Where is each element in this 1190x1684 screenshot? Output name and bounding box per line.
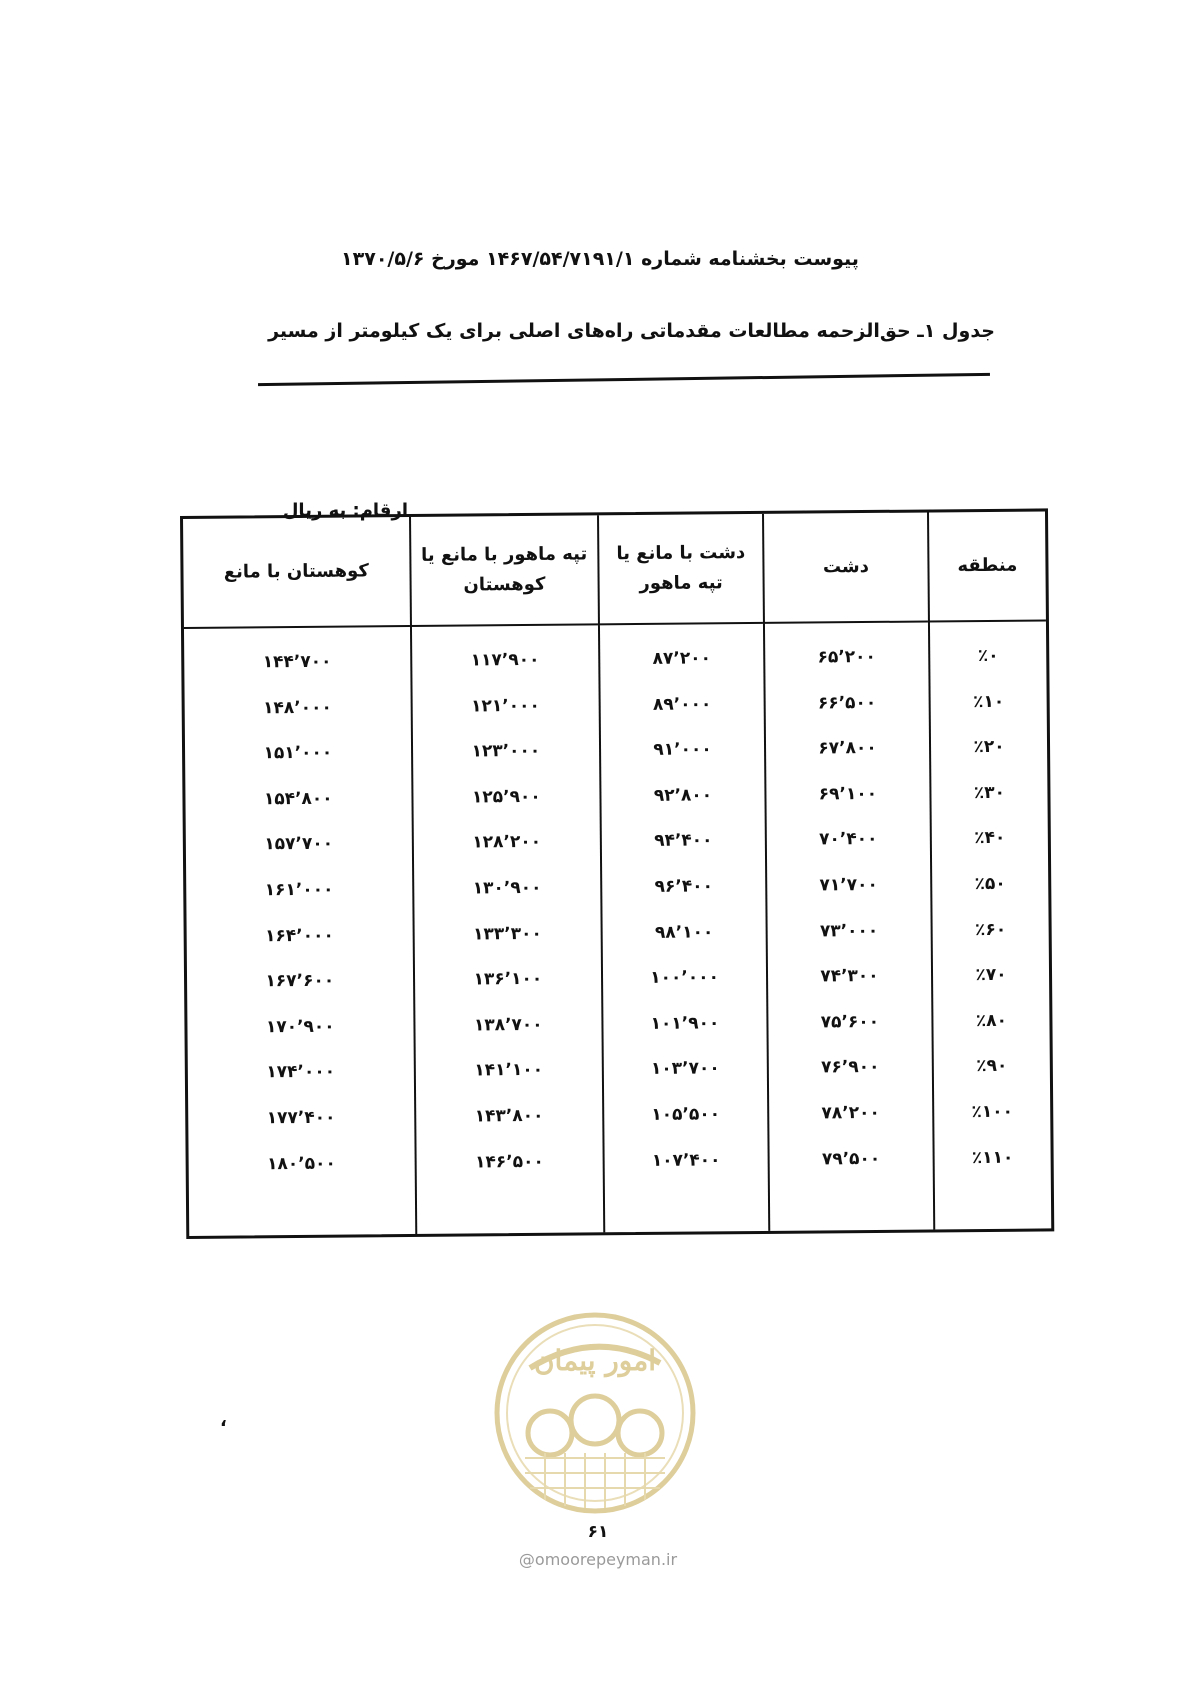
column-header-plain: دشت (763, 512, 929, 622)
svg-text:امور پیمان: امور پیمان (533, 1344, 657, 1377)
table-cell: ۱۵۱٬۰۰۰ (263, 742, 333, 764)
table-cell: ٪۹۰ (976, 1056, 1008, 1077)
table-cell: ۷۹٬۵۰۰ (821, 1148, 881, 1169)
table-cell: ۹۲٬۸۰۰ (653, 785, 713, 806)
table-cell: ۹۴٬۴۰۰ (654, 830, 713, 852)
region-percent-column (929, 620, 1051, 1229)
mountain-obstacle-fee-column (184, 626, 416, 1236)
column-header-hills-obstacle: تپه ماهور با مانع یا کوهستان (410, 515, 599, 626)
column-header-mountain-obstacle: کوهستان با مانع (183, 517, 411, 628)
table-cell: ٪۳۰ (973, 782, 1006, 803)
table-cell: ۱۶۷٬۶۰۰ (265, 970, 335, 992)
site-watermark: @omoorepeyman.ir (518, 1550, 678, 1569)
table-cell: ٪۰ (977, 645, 999, 667)
table-cell: ۱۴۳٬۸۰۰ (474, 1105, 544, 1127)
table-cell: ٪۱۰۰ (971, 1101, 1014, 1123)
table-cell: ۷۳٬۰۰۰ (819, 920, 879, 941)
table-cell: ٪۸۰ (975, 1010, 1008, 1031)
title-underline (258, 373, 990, 386)
table-cell: ۱۶۱٬۰۰۰ (264, 879, 334, 901)
units-label: ارقام: به ریال (282, 500, 408, 521)
table-title: جدول ۱ـ حق‌الزحمه مطالعات مقدماتی راه‌های اصلی برای یک کیلومتر از مسیر (268, 320, 995, 342)
fee-table (183, 511, 1051, 1235)
table-cell: ۹۸٬۱۰۰ (654, 921, 714, 943)
table-cell: ۱۳۰٬۹۰۰ (472, 877, 542, 899)
column-header-plain-obstacle: دشت با مانع یا تپه ماهور (598, 514, 764, 624)
table-cell: ٪۷۰ (975, 964, 1007, 986)
table-cell: ٪۵۰ (974, 873, 1006, 895)
table-cell: ۱۴۸٬۰۰۰ (263, 697, 332, 718)
table-cell: ٪۶۰ (974, 919, 1007, 940)
attachment-reference-line: پیوست بخشنامه شماره ۱۴۶۷/۵۴/۷۱۹۱/۱ مورخ ۱۳۷۰/۵/۶ (341, 248, 859, 270)
table-cell: ۶۹٬۱۰۰ (818, 783, 878, 805)
table-cell: ۱۶۴٬۰۰۰ (265, 925, 334, 946)
column-header-region: منطقه (928, 511, 1046, 621)
fee-table-frame (180, 508, 1054, 1239)
plain-obstacle-fee-column (599, 623, 769, 1232)
table-cell: ٪۱۱۰ (971, 1147, 1014, 1168)
plain-fee-column (764, 621, 934, 1230)
table-cell: ۸۷٬۲۰۰ (652, 648, 712, 669)
table-cell: ۱۰۵٬۵۰۰ (651, 1104, 721, 1125)
stray-mark: ، (220, 1410, 227, 1431)
table-cell: ۸۹٬۰۰۰ (652, 693, 712, 715)
table-cell: ۷۰٬۴۰۰ (819, 829, 878, 850)
table-cell: ۱۲۳٬۰۰۰ (471, 741, 541, 762)
table-cell: ۱۵۴٬۸۰۰ (263, 788, 333, 810)
table-cell: ۷۵٬۶۰۰ (820, 1011, 880, 1033)
table-cell: ۱۴۶٬۵۰۰ (475, 1151, 544, 1172)
table-cell: ۱۲۸٬۲۰۰ (472, 832, 542, 853)
table-cell: ۱۸۰٬۵۰۰ (267, 1153, 336, 1174)
page-number: ۶۱ (587, 1522, 609, 1542)
table-cell: ۱۲۱٬۰۰۰ (471, 695, 540, 717)
table-cell: ۹۶٬۴۰۰ (654, 876, 714, 897)
table-cell: ۶۵٬۲۰۰ (817, 646, 876, 668)
table-cell: ۱۴۱٬۱۰۰ (474, 1060, 544, 1081)
table-cell: ۱۰۰٬۰۰۰ (650, 967, 719, 989)
table-cell: ۱۱۷٬۹۰۰ (470, 649, 540, 671)
table-cell: ۱۷۰٬۹۰۰ (265, 1016, 335, 1038)
table-cell: ۱۷۷٬۴۰۰ (266, 1107, 336, 1129)
table-cell: ۷۱٬۷۰۰ (819, 874, 878, 896)
table-cell: ۷۸٬۲۰۰ (821, 1102, 880, 1124)
table-cell: ۱۳۸٬۷۰۰ (473, 1014, 543, 1036)
table-cell: ٪۱۰ (972, 691, 1005, 712)
table-cell: ۹۱٬۰۰۰ (653, 739, 712, 761)
table-cell: ۱۰۱٬۹۰۰ (650, 1013, 720, 1034)
table-cell: ۶۷٬۸۰۰ (818, 738, 877, 759)
table-cell: ۶۶٬۵۰۰ (817, 692, 877, 714)
table-cell: ۱۷۴٬۰۰۰ (266, 1062, 336, 1083)
table-cell: ۱۰۷٬۴۰۰ (651, 1149, 721, 1171)
table-cell: ۷۶٬۹۰۰ (821, 1057, 880, 1078)
table-cell: ٪۲۰ (973, 737, 1005, 758)
table-body-row (184, 620, 1051, 1235)
table-cell: ٪۴۰ (974, 828, 1006, 849)
table-cell: ۷۴٬۳۰۰ (820, 966, 879, 987)
table-cell: ۱۳۶٬۱۰۰ (473, 969, 543, 990)
table-cell: ۱۳۳٬۳۰۰ (473, 923, 542, 945)
table-cell: ۱۲۵٬۹۰۰ (471, 786, 541, 808)
table-cell: ۱۴۴٬۷۰۰ (262, 651, 332, 673)
table-header-row (183, 511, 1046, 628)
table-cell: ۱۵۷٬۷۰۰ (264, 834, 334, 855)
hills-obstacle-fee-column (411, 624, 605, 1234)
table-cell: ۱۰۳٬۷۰۰ (650, 1058, 720, 1080)
omoor-peyman-stamp-logo (490, 1308, 700, 1518)
